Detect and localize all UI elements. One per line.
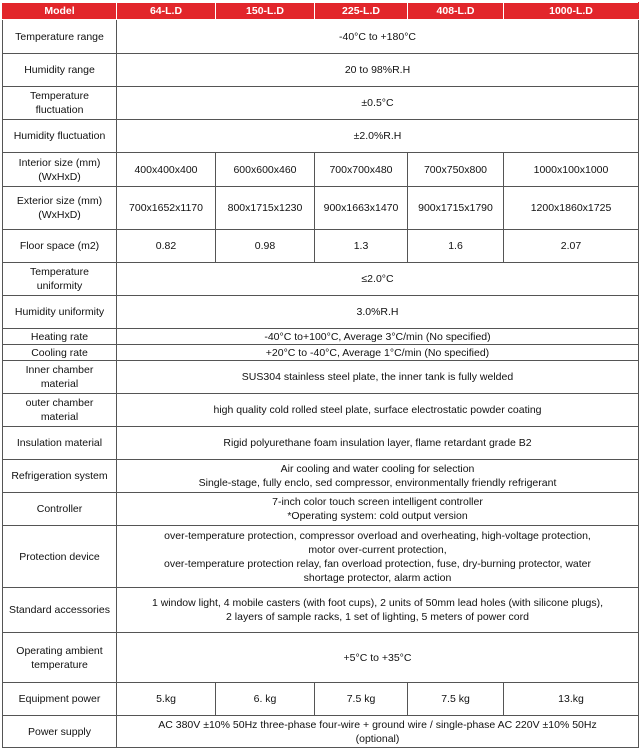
accessories-line-2: 2 layers of sample racks, 1 set of lighting, 5 meters of power cord (226, 611, 529, 623)
value-heating-rate: -40°C to+100°C, Average 3°C/min (No specified) (117, 329, 639, 345)
row-equipment-power (3, 683, 639, 716)
row-humidity-uniformity (3, 296, 639, 329)
row-inner-chamber (3, 361, 639, 394)
header-model-1000: 1000-L.D (504, 3, 639, 20)
label-refrigeration: Refrigeration system (3, 460, 117, 493)
exterior-size-408: 900x1715x1790 (408, 187, 504, 230)
equipment-power-1000: 13.kg (504, 683, 639, 716)
interior-size-408: 700x750x800 (408, 153, 504, 187)
label-heating-rate: Heating rate (3, 329, 117, 345)
row-protection (3, 526, 639, 588)
label-power-supply: Power supply (3, 716, 117, 748)
value-outer-chamber: high quality cold rolled steel plate, surface electrostatic powder coating (117, 394, 639, 427)
interior-size-1000: 1000x100x1000 (504, 153, 639, 187)
value-ambient-temperature: +5°C to +35°C (117, 633, 639, 683)
header-model-150: 150-L.D (216, 3, 315, 20)
floor-space-408: 1.6 (408, 230, 504, 263)
value-accessories (117, 588, 639, 633)
row-refrigeration (3, 460, 639, 493)
controller-line-2: *Operating system: cold output version (287, 510, 468, 522)
value-refrigeration (117, 460, 639, 493)
row-humidity-range (3, 54, 639, 87)
floor-space-150: 0.98 (216, 230, 315, 263)
label-ambient-temperature: Operating ambient temperature (3, 633, 117, 683)
label-temperature-fluctuation: Temperature fluctuation (3, 87, 117, 120)
specification-table (2, 2, 639, 748)
label-controller: Controller (3, 493, 117, 526)
floor-space-225: 1.3 (315, 230, 408, 263)
exterior-size-64: 700x1652x1170 (117, 187, 216, 230)
exterior-size-150: 800x1715x1230 (216, 187, 315, 230)
value-cooling-rate: +20°C to -40°C, Average 1°C/min (No specified) (117, 345, 639, 361)
row-accessories (3, 588, 639, 633)
label-accessories: Standard accessories (3, 588, 117, 633)
label-floor-space: Floor space (m2) (3, 230, 117, 263)
power-supply-line-2: (optional) (355, 732, 400, 745)
header-model-64: 64-L.D (117, 3, 216, 20)
label-exterior-size: Exterior size (mm) (WxHxD) (3, 187, 117, 230)
label-cooling-rate: Cooling rate (3, 345, 117, 361)
controller-line-1: 7-inch color touch screen intelligent controller (272, 496, 483, 508)
header-row (3, 3, 639, 20)
value-humidity-uniformity: 3.0%R.H (117, 296, 639, 329)
equipment-power-225: 7.5 kg (315, 683, 408, 716)
label-temperature-range: Temperature range (3, 20, 117, 54)
row-cooling-rate (3, 345, 639, 361)
value-temperature-range: -40°C to +180°C (117, 20, 639, 54)
value-humidity-fluctuation: ±2.0%R.H (117, 120, 639, 153)
protection-line-1: over-temperature protection, compressor overload and overheating, high-voltage protection, (164, 529, 591, 542)
row-temperature-range (3, 20, 639, 54)
exterior-size-1000: 1200x1860x1725 (504, 187, 639, 230)
floor-space-64: 0.82 (117, 230, 216, 263)
protection-line-4: shortage protector, alarm action (303, 571, 452, 584)
header-model-225: 225-L.D (315, 3, 408, 20)
exterior-size-225: 900x1663x1470 (315, 187, 408, 230)
row-controller (3, 493, 639, 526)
label-interior-size: Interior size (mm) (WxHxD) (3, 153, 117, 187)
equipment-power-408: 7.5 kg (408, 683, 504, 716)
value-controller (117, 493, 639, 526)
equipment-power-150: 6. kg (216, 683, 315, 716)
accessories-line-1: 1 window light, 4 mobile casters (with foot cups), 2 units of 50mm lead holes (with silicone plugs), (151, 597, 604, 609)
row-ambient-temperature (3, 633, 639, 683)
label-equipment-power: Equipment power (3, 683, 117, 716)
protection-line-3: over-temperature protection relay, fan overload protection, fuse, dry-burning protector, water (163, 557, 592, 570)
label-protection: Protection device (3, 526, 117, 588)
protection-line-2: motor over-current protection, (308, 543, 447, 556)
label-humidity-range: Humidity range (3, 54, 117, 87)
interior-size-150: 600x600x460 (216, 153, 315, 187)
equipment-power-64: 5.kg (117, 683, 216, 716)
value-power-supply (117, 716, 639, 748)
row-outer-chamber (3, 394, 639, 427)
refrigeration-line-2: Single-stage, fully enclo, sed compressor, environmentally friendly refrigerant (198, 477, 557, 489)
value-temperature-fluctuation: ±0.5°C (117, 87, 639, 120)
header-model: Model (3, 3, 117, 20)
label-inner-chamber: Inner chamber material (3, 361, 117, 394)
label-humidity-fluctuation: Humidity fluctuation (3, 120, 117, 153)
row-humidity-fluctuation (3, 120, 639, 153)
row-floor-space (3, 230, 639, 263)
label-outer-chamber: outer chamber material (3, 394, 117, 427)
interior-size-225: 700x700x480 (315, 153, 408, 187)
floor-space-1000: 2.07 (504, 230, 639, 263)
header-model-408: 408-L.D (408, 3, 504, 20)
value-insulation: Rigid polyurethane foam insulation layer, flame retardant grade B2 (117, 427, 639, 460)
value-inner-chamber: SUS304 stainless steel plate, the inner tank is fully welded (117, 361, 639, 394)
row-temperature-uniformity (3, 263, 639, 296)
row-heating-rate (3, 329, 639, 345)
refrigeration-line-1: Air cooling and water cooling for selection (280, 463, 475, 475)
row-insulation (3, 427, 639, 460)
value-temperature-uniformity: ≤2.0°C (117, 263, 639, 296)
row-interior-size (3, 153, 639, 187)
label-insulation: Insulation material (3, 427, 117, 460)
row-exterior-size (3, 187, 639, 230)
value-humidity-range: 20 to 98%R.H (117, 54, 639, 87)
label-humidity-uniformity: Humidity uniformity (3, 296, 117, 329)
interior-size-64: 400x400x400 (117, 153, 216, 187)
power-supply-line-1: AC 380V ±10% 50Hz three-phase four-wire + ground wire / single-phase AC 220V ±10% 50Hz (158, 718, 597, 731)
row-temperature-fluctuation (3, 87, 639, 120)
row-power-supply (3, 716, 639, 748)
value-protection (117, 526, 639, 588)
label-temperature-uniformity: Temperature uniformity (3, 263, 117, 296)
